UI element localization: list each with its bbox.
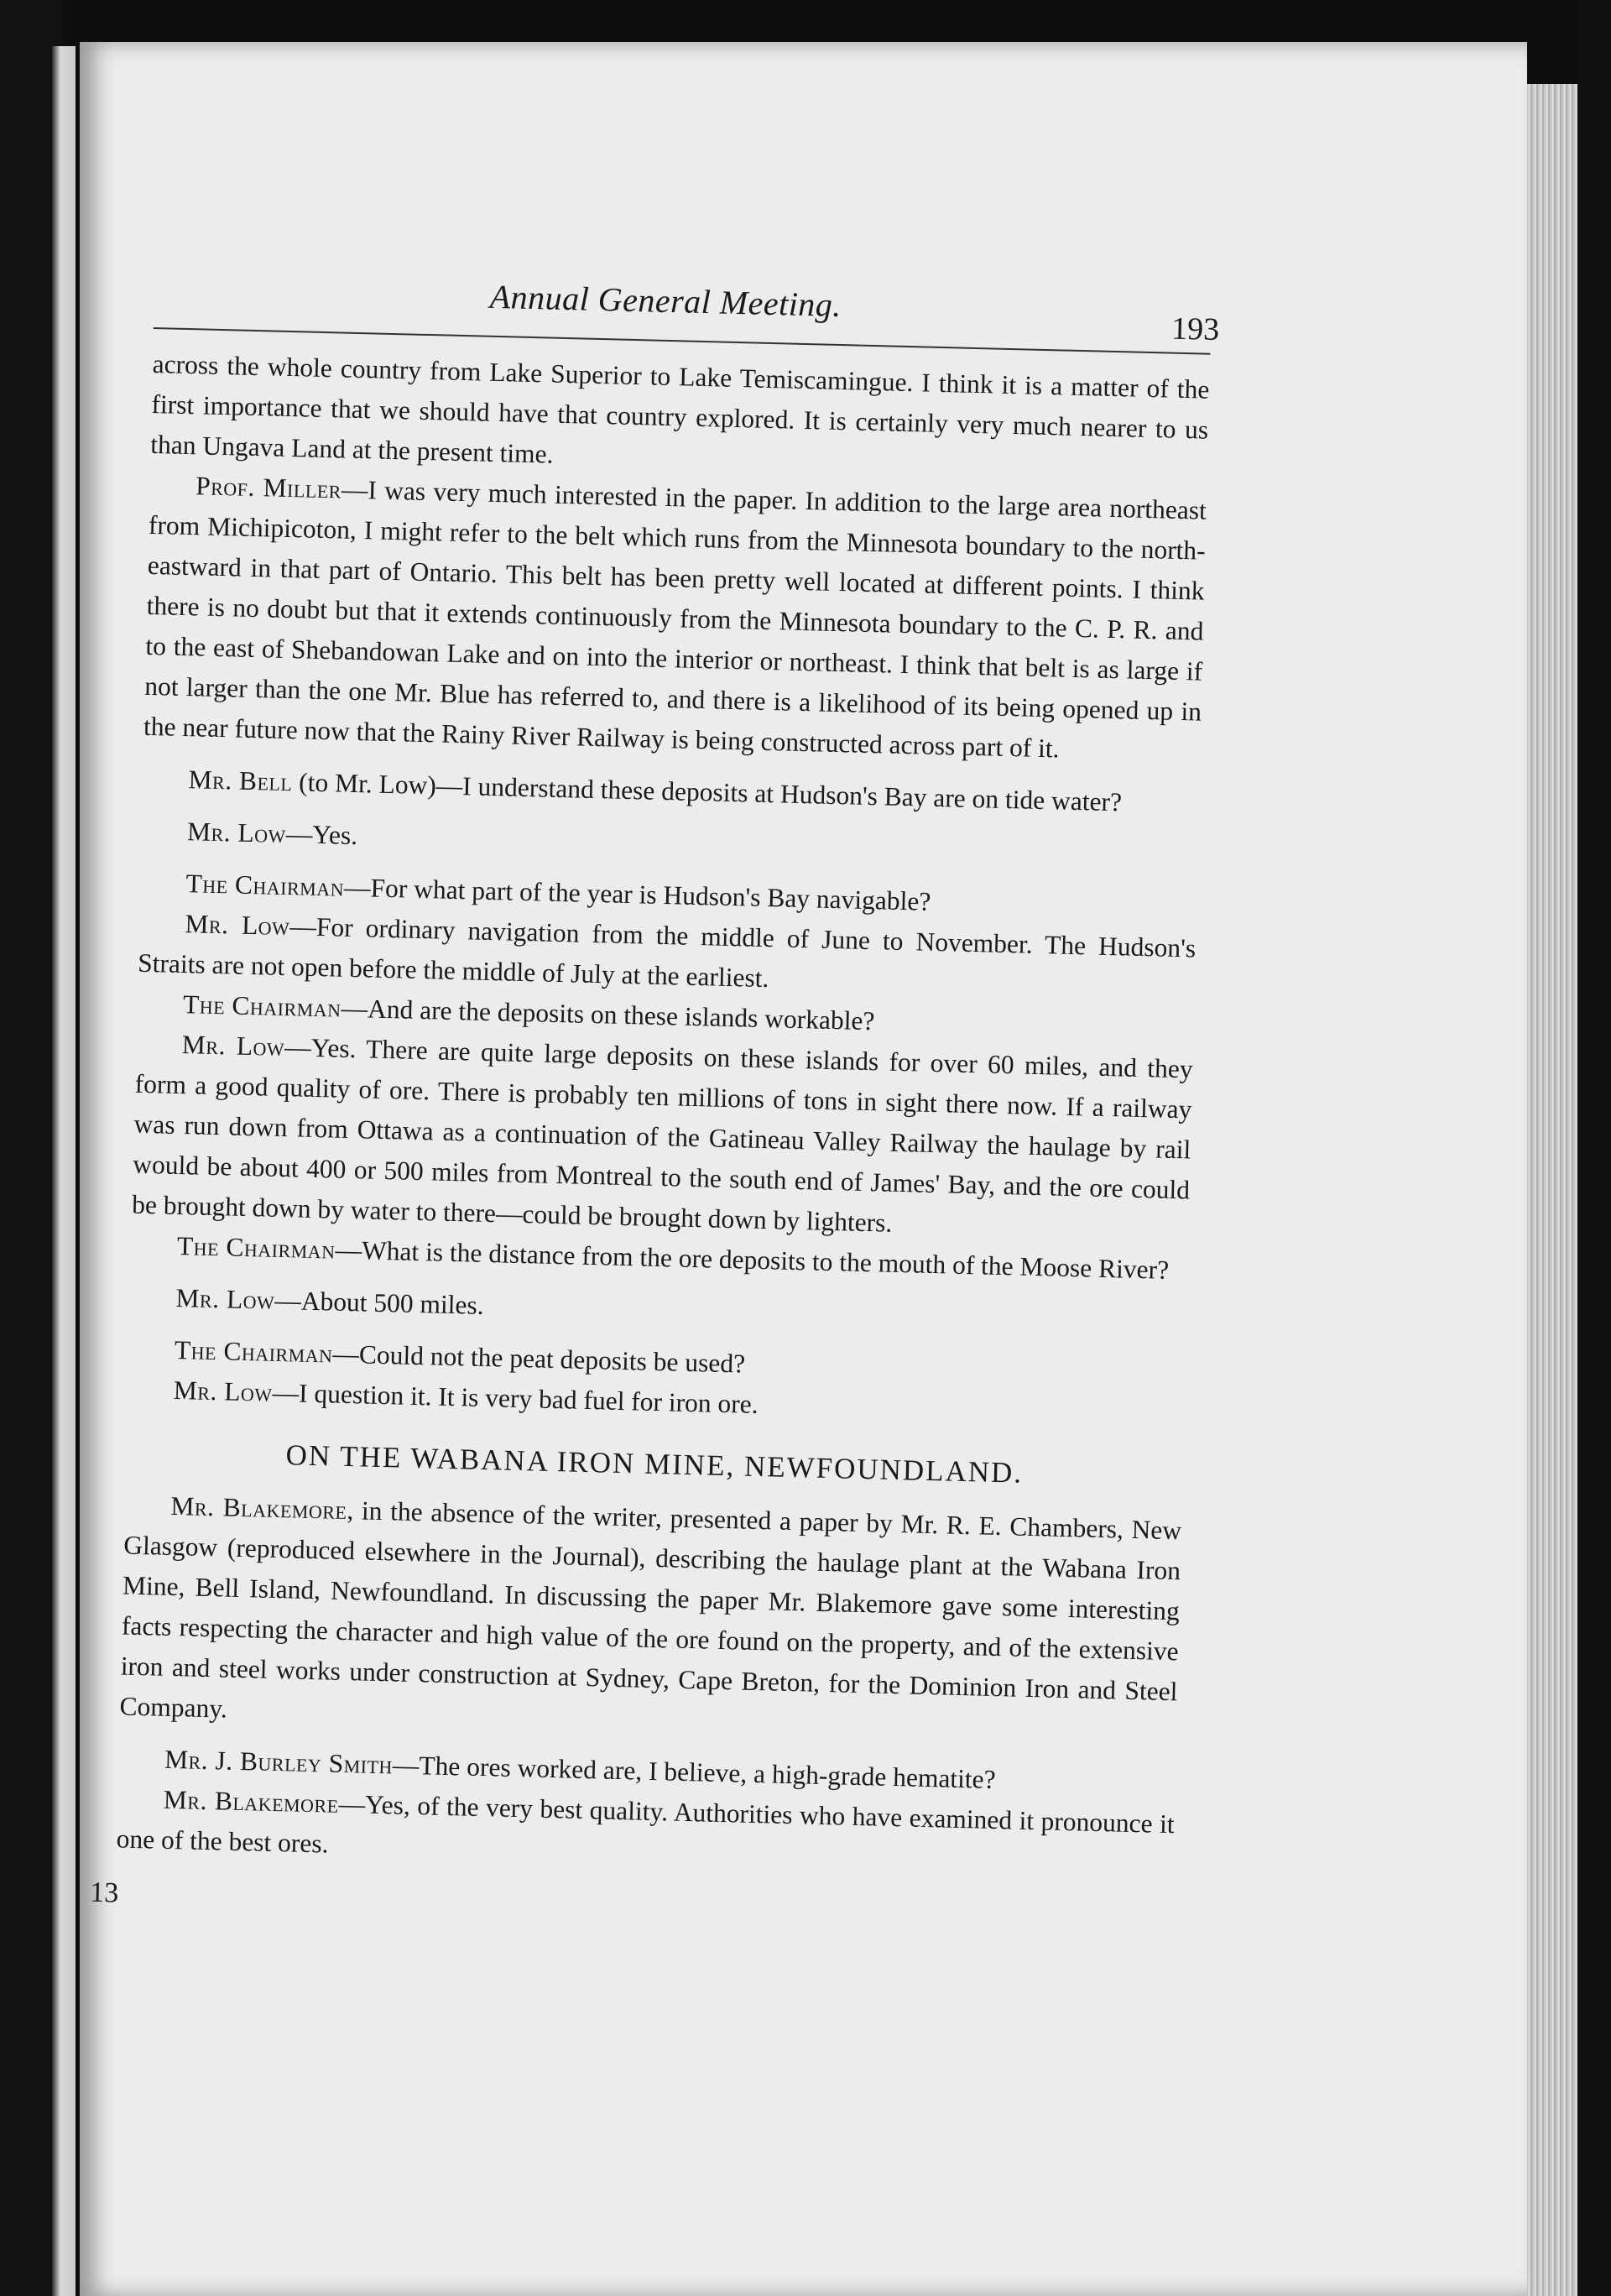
speaker-name: Mr. Low (175, 1282, 275, 1315)
speaker-name: The Chairman (182, 989, 342, 1023)
paragraph: Mr. Low—I question it. It is very bad fuel for iron ore. (173, 1375, 759, 1419)
speaker-name: Mr. J. Burley Smith (164, 1744, 394, 1780)
speaker-name: Mr. Blakemore (163, 1784, 340, 1819)
paragraph: The Chairman—And are the deposits on these islands workable? (182, 989, 875, 1036)
paragraph: The Chairman—Could not the peat deposits be used? (174, 1334, 746, 1379)
paragraph: Mr. Blakemore—Yes, of the very best quality. Authorities who have examined it pronounce it one of the best ores. (116, 1784, 1176, 1859)
page-stack-edge (1527, 84, 1577, 2296)
paragraph: across the whole country from Lake Superior to Lake Temiscamingue. I think it is a matter of the first importance that we should have that country explored. It is certainly very much nearer to us than Ungava Land at the present time. (149, 348, 1210, 469)
speaker-name: Mr. Blakemore (170, 1490, 347, 1526)
speaker-name: Prof. Miller (195, 471, 342, 504)
paragraph: The Chairman—For what part of the year is Hudson's Bay navigable? (185, 869, 931, 916)
paragraph: Mr. Bell (to Mr. Low)—I understand these deposits at Hudson's Bay are on tide water? (188, 764, 1123, 817)
speaker-name: The Chairman (176, 1230, 336, 1265)
facing-page-edge (52, 46, 76, 2296)
section-heading: ON THE WABANA IRON MINE, NEWFOUNDLAND. (285, 1438, 1024, 1490)
running-title: Annual General Meeting. (489, 277, 842, 324)
speaker-name: Mr. Low (186, 817, 287, 849)
paragraph: Mr. Low—About 500 miles. (175, 1282, 485, 1320)
scan-right-margin (1577, 0, 1611, 2296)
speaker-name: Mr. Low (185, 909, 290, 942)
paragraph: Mr. Blakemore, in the absence of the writer, presented a paper by Mr. R. E. Chambers, New Glasgow (reproduced elsewhere in the Journal), describing the haulage plant at the Wabana Iron Mine, Bell Island, Newfoundland. In discussing the paper Mr. Blakemore gave some interesting facts respecting the character and high value of the ore found on the property, and of the extensive iron and steel works under construction at Sydney, Cape Breton, for the Dominion Iron and Steel Company. (119, 1490, 1182, 1724)
speaker-name: Mr. Low (181, 1030, 285, 1062)
paragraph: Mr. Low—Yes. (186, 817, 358, 851)
paragraph: Mr. Low—For ordinary navigation from the middle of June to November. The Hudson's Straits are not open before the middle of July at the earliest. (137, 909, 1197, 994)
speaker-name: Mr. Bell (188, 764, 293, 797)
paragraph: Mr. J. Burley Smith—The ores worked are, I believe, a high-grade hematite? (164, 1744, 997, 1795)
speaker-name: Mr. Low (173, 1375, 274, 1407)
paragraph: Mr. Low—Yes. There are quite large deposits on these islands for over 60 miles, and they form a good quality of ore. There is probably ten millions of tons in sight there now. If a railway was run down from Ottawa as a continuation of the Gatineau Valley Railway the haulage by rail would be about 400 or 500 miles from Montreal to the south end of James' Bay, and the ore could be brought down by water to there—could be brought down by lighters. (131, 1030, 1194, 1238)
signature-mark: 13 (89, 1876, 119, 1909)
paragraph: Prof. Miller—I was very much interested in the paper. In addition to the large area northeast from Michipicoton, I might refer to the belt which runs from the Minnesota boundary to the north-eastward in that part of Ontario. This belt has been pretty well located at different points. I think there is no doubt but that it extends continuously from the Minnesota boundary to the C. P. R. and to the east of Shebandowan Lake and on into the interior or northeast. I think that belt is as large if not larger than the one Mr. Blue has referred to, and there is a likelihood of its being opened up in the near future now that the Rainy River Railway is being constructed across part of it. (143, 471, 1207, 764)
speaker-name: The Chairman (174, 1334, 333, 1369)
page-number: 193 (1170, 310, 1220, 348)
speaker-name: The Chairman (185, 869, 345, 902)
page-text-block (89, 252, 1220, 1935)
paragraph: The Chairman—What is the distance from the ore deposits to the mouth of the Moose River? (176, 1230, 1170, 1285)
